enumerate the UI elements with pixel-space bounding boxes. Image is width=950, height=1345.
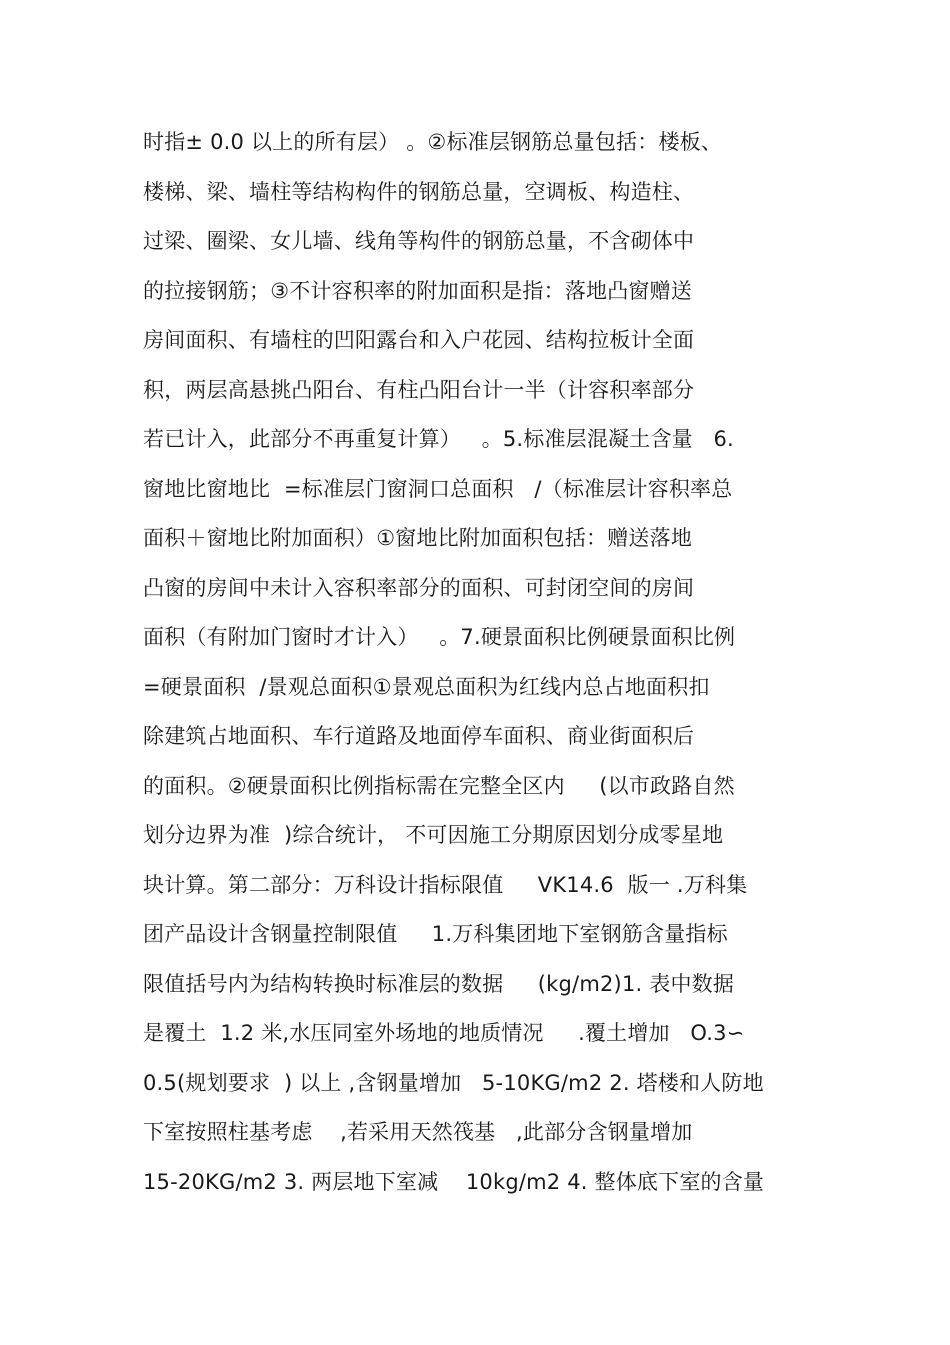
text-line: 下室按照柱基考虑 ,若采用天然筏基 ,此部分含钢量增加 <box>143 1120 693 1144</box>
text-line: 划分边界为准 )综合统计， 不可因施工分期原因划分成零星地 <box>143 823 724 847</box>
text-line: 15-20KG/m2 3. 两层地下室减 10kg/m2 4. 整体底下室的含量 <box>143 1169 765 1194</box>
text-line: 积，两层高悬挑凸阳台、有柱凸阳台计一半（计容积率部分 <box>143 377 695 402</box>
text-line: 限值括号内为结构转换时标准层的数据 (kg/m2)1. 表中数据 <box>143 971 735 996</box>
text-line: 是覆土 1.2 米,水压同室外场地的地质情况 .覆土增加 O.3∽ <box>143 1021 745 1045</box>
text-line: 除建筑占地面积、车行道路及地面停车面积、商业街面积后 <box>143 724 695 748</box>
text-line: 房间面积、有墙柱的凹阳露台和入户花园、结构拉板计全面 <box>143 328 695 352</box>
text-line: 过梁、圈梁、女儿墙、线角等构件的钢筋总量，不含砌体中 <box>143 229 695 253</box>
text-line: 的面积。②硬景面积比例指标需在完整全区内 (以市政路自然 <box>143 773 735 798</box>
text-line: 若已计入，此部分不再重复计算） 。5.标准层混凝土含量 6. <box>143 427 734 451</box>
text-line: 凸窗的房间中未计入容积率部分的面积、可封闭空间的房间 <box>143 575 695 600</box>
text-line: 团产品设计含钢量控制限值 1.万科集团地下室钢筋含量指标 <box>143 922 728 946</box>
text-line: 楼梯、梁、墙柱等结构构件的钢筋总量，空调板、构造柱、 <box>143 179 695 204</box>
text-line: 窗地比窗地比 =标准层门窗洞口总面积 /（标准层计容积率总 <box>143 476 733 501</box>
text-line: 0.5(规划要求 ) 以上 ,含钢量增加 5-10KG/m2 2. 塔楼和人防地 <box>143 1070 764 1095</box>
text-line: 面积＋窗地比附加面积）①窗地比附加面积包括：赠送落地 <box>143 526 693 550</box>
text-line: 的拉接钢筋；③不计容积率的附加面积是指：落地凸窗赠送 <box>143 278 693 303</box>
text-line: =硬景面积 /景观总面积①景观总面积为红线内总占地面积扣 <box>143 674 710 699</box>
body-text <box>143 122 923 1211</box>
text-line: 块计算。第二部分：万科设计指标限值 VK14.6 版一 .万科集 <box>143 872 748 897</box>
text-line: 时指± 0.0 以上的所有层） 。②标准层钢筋总量包括：楼板、 <box>143 130 723 154</box>
text-line: 面积（有附加门窗时才计入） 。7.硬景面积比例硬景面积比例 <box>143 625 736 649</box>
